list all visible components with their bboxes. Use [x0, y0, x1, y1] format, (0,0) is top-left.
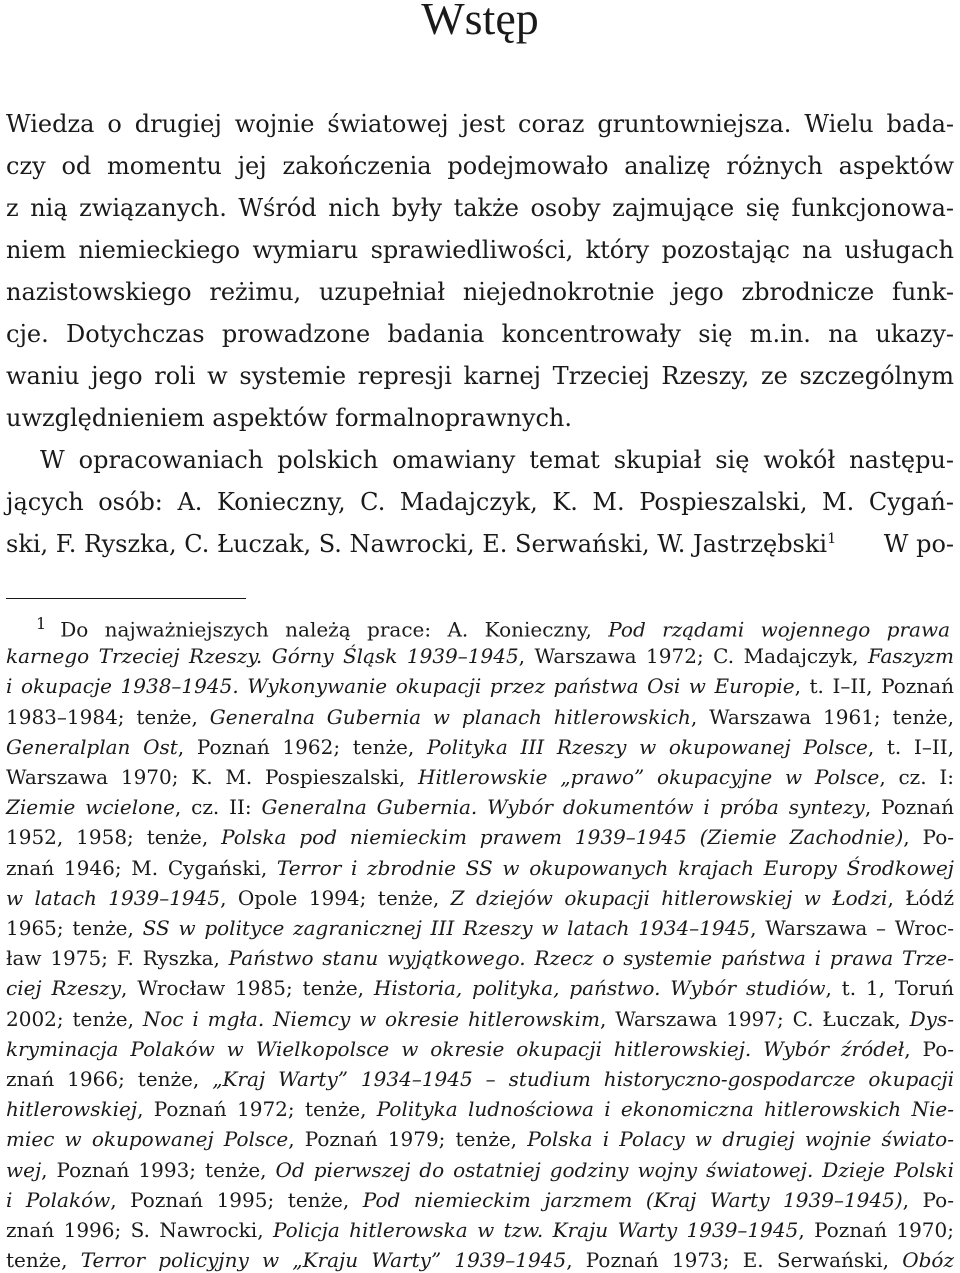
footnote-text: , Poznań 1993; tenże,: [41, 1157, 276, 1182]
footnote-title: Polska i Polacy w drugiej wojnie świato-: [527, 1127, 954, 1152]
footnote-title: hitlerowskiej: [6, 1097, 138, 1122]
footnote-text: , Warszawa 1972; C. Madajczyk,: [518, 644, 868, 669]
footnote-title: Polityka ludnościowa i ekonomiczna hitlerowskich Nie-: [376, 1097, 954, 1122]
footnote-text: , Po-: [903, 825, 954, 850]
footnote-title: Policja hitlerowska w tzw. Kraju Warty 1939–1945: [272, 1218, 799, 1242]
footnote-text: 1952, 1958; tenże,: [6, 825, 222, 850]
footnote-text: , Opole 1994; tenże,: [220, 885, 451, 910]
body-line: W opracowaniach polskich omawiany temat skupiał się wokół następu-: [40, 446, 954, 474]
footnote-text: 1965; tenże,: [6, 916, 143, 940]
footnote-line: [6, 856, 954, 880]
footnote-text: znań 1966; tenże,: [6, 1067, 213, 1091]
footnote-text: , t. 1, Toruń: [825, 976, 955, 1001]
footnote-title: Faszyzm: [867, 644, 954, 669]
footnote-text: tenże,: [6, 1248, 81, 1273]
footnote-line: [6, 946, 954, 970]
footnote-line: [6, 795, 954, 819]
footnote-title: Generalplan Ost: [6, 734, 178, 759]
body-line-tail: W po-: [883, 530, 954, 558]
footnote-text: 2002; tenże,: [6, 1006, 143, 1031]
footnote-text: , Poznań 1995; tenże,: [110, 1187, 363, 1212]
footnote-line: [6, 614, 950, 642]
footnote-text: , Poznań 1979; tenże,: [288, 1127, 528, 1152]
footnote-line: [6, 1218, 954, 1242]
footnote-text: , Warszawa 1961; tenże,: [690, 704, 955, 729]
footnote-title: ciej Rzeszy: [6, 976, 122, 1001]
footnote-title: w latach 1939–1945: [6, 885, 221, 910]
footnote-text: , Poznań 1970;: [798, 1218, 954, 1242]
footnote-line: [6, 886, 954, 910]
body-line: niem niemieckiego wymiaru sprawiedliwości, który pozostając na usługach: [6, 236, 954, 264]
footnote-line: [6, 705, 954, 729]
footnote-title: miec w okupowanej Polsce: [6, 1127, 289, 1152]
footnote-text: , Warszawa – Wroc-: [750, 916, 954, 940]
footnote-text: Do najważniejszych należą prace: A. Konieczny,: [60, 617, 609, 642]
footnote-text: ław 1975; F. Ryszka,: [6, 946, 229, 971]
footnote-text: , Wrocław 1985; tenże,: [121, 976, 374, 1001]
footnote-text: , cz. II:: [174, 795, 262, 820]
footnote-line: [6, 825, 954, 849]
footnote-text: , t. I–II, Poznań: [794, 674, 954, 699]
footnote-line: [6, 735, 954, 759]
footnote-line: [6, 1007, 954, 1031]
footnote-title: i okupacje 1938–1945. Wykonywanie okupacji przez państwa Osi w Europie: [6, 674, 795, 699]
body-line: z nią związanych. Wśród nich były także osoby zajmujące się funkcjonowa-: [6, 194, 954, 222]
footnote-text: znań 1946; M. Cygański,: [6, 855, 277, 880]
footnote-title: Od pierwszej do ostatniej godziny wojny światowej. Dzieje Polski: [275, 1157, 954, 1182]
footnote-line: [6, 1037, 954, 1061]
footnote-text: , cz. I:: [879, 765, 954, 789]
body-line: uwzględnieniem aspektów formalnoprawnych.: [6, 404, 572, 432]
footnote-title: karnego Trzeciej Rzeszy. Górny Śląsk 1939–1945: [6, 644, 519, 669]
footnote-text: , Warszawa 1997; C. Łuczak,: [599, 1006, 910, 1031]
footnote-line: [6, 1248, 954, 1272]
footnote-title: Ziemie wcielone: [6, 795, 175, 820]
footnote-number: 1: [36, 614, 47, 633]
footnote-title: wej: [6, 1157, 42, 1182]
footnote-title: Noc i mgła. Niemcy w okresie hitlerowskim: [142, 1006, 600, 1031]
footnote-title: Polityka III Rzeszy w okupowanej Polsce: [426, 734, 868, 759]
footnote-line: [6, 1067, 954, 1091]
footnote-text: , Po-: [902, 1187, 954, 1212]
footnote-line: [6, 1127, 954, 1151]
footnote-ref[interactable]: 1: [827, 531, 837, 547]
footnote-line: [6, 1158, 954, 1182]
body-line: nazistowskiego reżimu, uzupełniał niejednokrotnie jego zbrodnicze funk-: [6, 278, 954, 306]
footnote-title: Historia, polityka, państwo. Wybór studiów: [373, 976, 826, 1001]
footnote-title: Hitlerowskie „prawo” okupacyjne w Polsce: [418, 765, 880, 789]
footnote-title: Obóz: [902, 1248, 954, 1273]
footnote-text: , Poznań 1962; tenże,: [177, 734, 427, 759]
footnote-title: SS w polityce zagranicznej III Rzeszy w latach 1934–1945: [142, 916, 751, 940]
footnote-title: Z dziejów okupacji hitlerowskiej w Łodzi: [450, 885, 888, 910]
footnote-text: , Po-: [904, 1036, 954, 1061]
footnote-line: [6, 765, 954, 789]
footnote-title: Polska pod niemieckim prawem 1939–1945 (Ziemie Zachodnie): [221, 825, 904, 850]
body-line: jących osób: A. Konieczny, C. Madajczyk, K. M. Pospieszalski, M. Cygań-: [6, 488, 954, 516]
footnote-text: , Poznań: [864, 795, 955, 820]
footnote-text: znań 1996; S. Nawrocki,: [6, 1218, 273, 1242]
body-line-text: ski, F. Ryszka, C. Łuczak, S. Nawrocki, E. Serwański, W. Jastrzębski: [6, 530, 828, 558]
footnote-text: Warszawa 1970; K. M. Pospieszalski,: [6, 765, 419, 789]
footnote-line: [6, 1188, 954, 1212]
footnote-title: Pod niemieckim jarzmem (Kraj Warty 1939–1945): [362, 1187, 903, 1212]
body-line: czy od momentu jej zakończenia podejmowało analizę różnych aspektów: [6, 152, 954, 180]
footnote-title: i Polaków: [6, 1187, 111, 1212]
footnote-text: , t. I–II,: [867, 734, 954, 759]
footnote-text: , Poznań 1973; E. Serwański,: [566, 1248, 903, 1273]
footnote-title: Pod rządami wojennego prawa: [608, 617, 951, 642]
footnote-title: Generalna Gubernia w planach hitlerowskich: [209, 704, 691, 729]
body-line: Wiedza o drugiej wojnie światowej jest coraz gruntowniejsza. Wielu bada-: [6, 110, 954, 138]
footnote-title: Terror policyjny w „Kraju Warty” 1939–1945: [80, 1248, 567, 1273]
body-line: waniu jego roli w systemie represji karnej Trzeciej Rzeszy, ze szczególnym: [6, 362, 954, 390]
footnote-title: Generalna Gubernia. Wybór dokumentów i próba syntezy: [261, 795, 865, 820]
footnote-line: [6, 976, 954, 1000]
footnote-title: Terror i zbrodnie SS w okupowanych krajach Europy Środkowej: [276, 855, 954, 880]
footnote-text: , Poznań 1972; tenże,: [137, 1097, 377, 1122]
footnote-line: [6, 674, 954, 698]
footnote-title: Dys-: [909, 1006, 954, 1031]
footnote-line: [6, 916, 954, 940]
footnote-text: 1983–1984; tenże,: [6, 704, 210, 729]
footnote-line: [6, 644, 954, 668]
footnote-line: [6, 1097, 954, 1121]
body-line: cje. Dotychczas prowadzone badania koncentrowały się m.in. na ukazy-: [6, 320, 954, 348]
footnote-title: kryminacja Polaków w Wielkopolsce w okresie okupacji hitlerowskiej. Wybór źródeł: [6, 1036, 905, 1061]
footnote-title: Państwo stanu wyjątkowego. Rzecz o systemie państwa i prawa Trze-: [228, 946, 954, 971]
page-title: Wstęp: [421, 0, 539, 44]
footnote-divider: [6, 598, 246, 599]
footnote-text: , Łódź: [887, 885, 954, 910]
footnote-title: „Kraj Warty” 1934–1945 – studium historyczno-gospodarcze okupacji: [212, 1067, 955, 1091]
body-line-last: [6, 530, 954, 558]
